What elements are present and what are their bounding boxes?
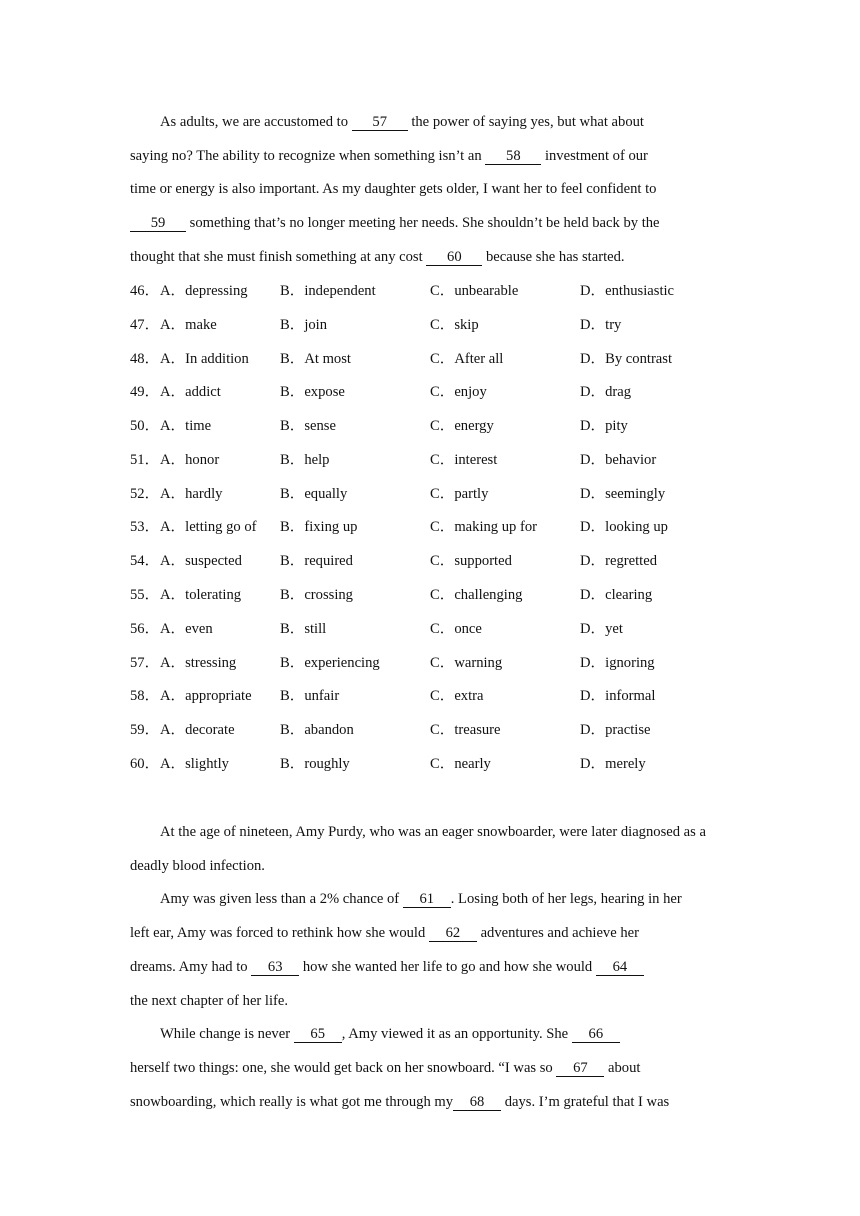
option-a: A．letting go of: [160, 519, 257, 535]
blank-57: 57: [352, 115, 408, 131]
option-d: D．drag: [580, 384, 632, 400]
question-number: 54．: [130, 553, 160, 569]
option-a: A．slightly: [160, 756, 229, 772]
question-number: 60．: [130, 756, 160, 772]
option-b: B．At most: [280, 351, 351, 367]
passage-text: herself two things: one, she would get back on her snowboard. “I was so: [130, 1060, 557, 1076]
passage-text: thought that she must finish something at any cost: [130, 249, 427, 265]
blank-68: 68: [453, 1095, 501, 1111]
option-a: A．decorate: [160, 722, 235, 738]
passage-text: snowboarding, which really is what got me through my: [130, 1094, 454, 1110]
question-number: 49．: [130, 384, 160, 400]
passage-text: the power of saying yes, but what about: [407, 114, 644, 130]
passage-text: As adults, we are accustomed to: [160, 114, 352, 130]
option-a: A．stressing: [160, 655, 237, 671]
passage1-line-4: [130, 213, 660, 233]
option-c: C．interest: [430, 452, 498, 468]
passage2-line-2: [130, 856, 265, 876]
option-d: D．pity: [580, 418, 628, 434]
passage-text: time or energy is also important. As my daughter gets older, I want her to feel confident to: [130, 181, 657, 197]
question-number: 47．: [130, 317, 160, 333]
option-c: C．making up for: [430, 519, 538, 535]
blank-65: 65: [294, 1027, 342, 1043]
question-number: 56．: [130, 621, 160, 637]
option-c: C．unbearable: [430, 283, 519, 299]
passage2-line-8: [130, 1058, 640, 1078]
option-c: C．extra: [430, 688, 484, 704]
passage-text: adventures and achieve her: [476, 925, 639, 941]
option-a: A．In addition: [160, 351, 249, 367]
option-a: A．make: [160, 317, 217, 333]
option-c: C．once: [430, 621, 482, 637]
passage2-line-4: [130, 923, 639, 943]
option-d: D．looking up: [580, 519, 668, 535]
question-number: 51．: [130, 452, 160, 468]
option-c: C．supported: [430, 553, 512, 569]
option-d: D．informal: [580, 688, 656, 704]
option-c: C．treasure: [430, 722, 501, 738]
option-d: D．practise: [580, 722, 651, 738]
option-d: D．enthusiastic: [580, 283, 675, 299]
option-d: D．clearing: [580, 587, 653, 603]
passage-text: Amy was given less than a 2% chance of: [160, 891, 403, 907]
option-c: C．After all: [430, 351, 504, 367]
passage2-line-1: [160, 822, 706, 842]
option-a: A．even: [160, 621, 213, 637]
option-d: D．behavior: [580, 452, 657, 468]
question-number: 53．: [130, 519, 160, 535]
option-c: C．enjoy: [430, 384, 487, 400]
option-b: B．join: [280, 317, 328, 333]
passage-text: investment of our: [541, 148, 648, 164]
passage1-line-3: [130, 179, 656, 199]
option-b: B．required: [280, 553, 353, 569]
passage2-line-5: [130, 957, 644, 977]
question-number: 48．: [130, 351, 160, 367]
option-d: D．seemingly: [580, 486, 666, 502]
passage-text: days. I’m grateful that I was: [501, 1094, 670, 1110]
passage-text: , Amy viewed it as an opportunity. She: [341, 1026, 572, 1042]
passage2-line-3: [160, 889, 682, 909]
option-d: D．By contrast: [580, 351, 673, 367]
option-a: A．appropriate: [160, 688, 252, 704]
option-a: A．hardly: [160, 486, 223, 502]
option-b: B．still: [280, 621, 327, 637]
option-a: A．addict: [160, 384, 221, 400]
option-b: B．unfair: [280, 688, 340, 704]
question-number: 46．: [130, 283, 160, 299]
passage-text: something that’s no longer meeting her needs. She shouldn’t be held back by the: [186, 215, 660, 231]
passage-text: saying no? The ability to recognize when something isn’t an: [130, 148, 486, 164]
option-a: A．time: [160, 418, 212, 434]
passage-text: dreams. Amy had to: [130, 959, 252, 975]
option-a: A．depressing: [160, 283, 248, 299]
option-b: B．equally: [280, 486, 348, 502]
question-number: 55．: [130, 587, 160, 603]
passage1-line-1: [160, 112, 644, 132]
blank-59: 59: [130, 216, 186, 232]
option-c: C．skip: [430, 317, 479, 333]
option-b: B．help: [280, 452, 330, 468]
option-c: C．warning: [430, 655, 503, 671]
passage2-line-6: [130, 991, 288, 1011]
option-c: C．challenging: [430, 587, 523, 603]
option-d: D．try: [580, 317, 622, 333]
blank-58: 58: [485, 149, 541, 165]
passage-text: . Losing both of her legs, hearing in her: [450, 891, 682, 907]
passage2-line-7: [160, 1024, 620, 1044]
option-b: B．experiencing: [280, 655, 380, 671]
question-number: 59．: [130, 722, 160, 738]
blank-63: 63: [251, 960, 299, 976]
option-a: A．suspected: [160, 553, 242, 569]
option-b: B．fixing up: [280, 519, 358, 535]
option-d: D．ignoring: [580, 655, 655, 671]
blank-64: 64: [596, 960, 644, 976]
question-number: 58．: [130, 688, 160, 704]
option-c: C．partly: [430, 486, 489, 502]
passage2-line-9: [130, 1092, 669, 1112]
blank-66: 66: [572, 1027, 620, 1043]
passage-text: While change is never: [160, 1026, 294, 1042]
passage-text: left ear, Amy was forced to rethink how she would: [130, 925, 429, 941]
option-d: D．regretted: [580, 553, 657, 569]
option-b: B．crossing: [280, 587, 353, 603]
option-a: A．tolerating: [160, 587, 242, 603]
passage1-line-2: [130, 146, 648, 166]
option-b: B．sense: [280, 418, 336, 434]
passage1-line-5: [130, 247, 625, 267]
blank-61: 61: [403, 892, 451, 908]
passage-text: because she has started.: [482, 249, 625, 265]
option-b: B．independent: [280, 283, 376, 299]
passage-text: the next chapter of her life.: [130, 993, 289, 1009]
blank-62: 62: [429, 926, 477, 942]
question-number: 57．: [130, 655, 160, 671]
option-d: D．yet: [580, 621, 623, 637]
option-c: C．energy: [430, 418, 494, 434]
question-number: 50．: [130, 418, 160, 434]
option-b: B．abandon: [280, 722, 354, 738]
option-a: A．honor: [160, 452, 220, 468]
blank-60: 60: [426, 250, 482, 266]
passage-text: At the age of nineteen, Amy Purdy, who was an eager snowboarder, were later diagnosed as a: [160, 824, 706, 840]
blank-67: 67: [556, 1061, 604, 1077]
passage-text: how she wanted her life to go and how she would: [299, 959, 596, 975]
passage-text: deadly blood infection.: [130, 858, 265, 874]
question-number: 52．: [130, 486, 160, 502]
option-b: B．roughly: [280, 756, 350, 772]
option-d: D．merely: [580, 756, 646, 772]
option-b: B．expose: [280, 384, 345, 400]
option-c: C．nearly: [430, 756, 491, 772]
passage-text: about: [604, 1060, 641, 1076]
